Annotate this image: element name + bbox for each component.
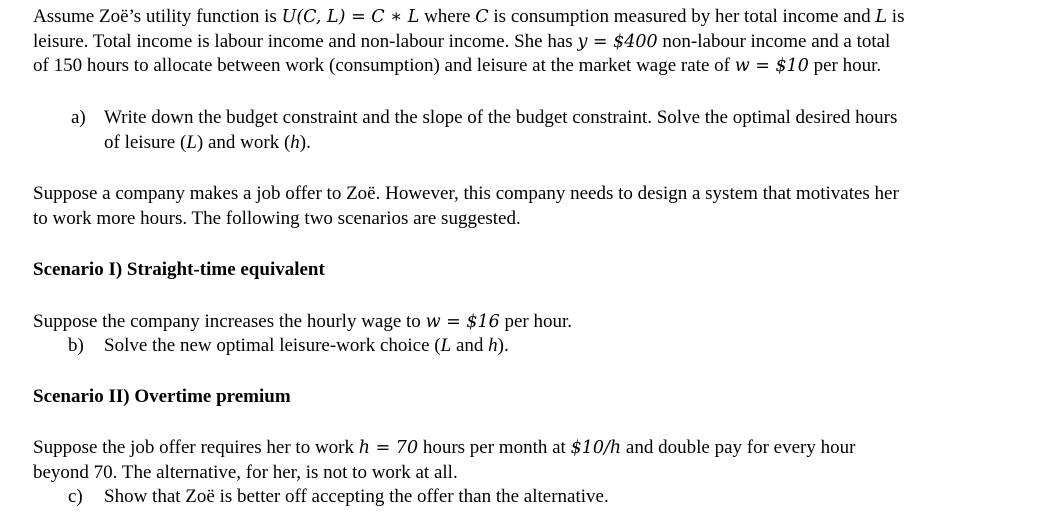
math-symbol: L	[186, 131, 197, 153]
math-symbol: h	[488, 335, 498, 356]
intro-text: is consumption measured by her total income and	[488, 6, 876, 27]
scenario-1-line-1	[33, 310, 1033, 335]
scenario-2-paragraph	[33, 436, 1033, 485]
scenario-text: per hour.	[499, 311, 573, 332]
intro-text: of 150 hours to allocate between work (consumption) and leisure at the market wage rate of	[33, 55, 735, 76]
math-symbol: C	[475, 7, 489, 27]
question-text: of leisure (	[104, 131, 187, 153]
wage-math: w = $10	[734, 56, 809, 76]
intro-paragraph	[33, 5, 1033, 79]
intro-text: leisure. Total income is labour income and non-labour income. She has	[33, 30, 578, 52]
intro-text: Assume Zoë’s utility function is	[33, 6, 282, 27]
offer-line-2: to work more hours. The following two scenarios are suggested.	[33, 207, 521, 229]
scenario-2-line-2: beyond 70. The alternative, for her, is not to work at all.	[33, 461, 458, 483]
scenario-2-heading	[33, 385, 1033, 410]
intro-line-1	[33, 5, 1033, 30]
intro-text: per hour.	[808, 55, 882, 76]
intro-text: is	[887, 6, 905, 27]
hours-math: h = 70	[358, 438, 419, 458]
question-text: and	[451, 335, 489, 356]
question-label: c)	[68, 486, 83, 507]
scenario-text: and double pay for every hour	[621, 437, 856, 458]
question-a-line-2	[104, 131, 897, 156]
question-text: ) and work (	[196, 131, 291, 153]
question-text: ).	[299, 131, 311, 153]
scenario-text: hours per month at	[418, 437, 571, 458]
question-label: a)	[71, 107, 86, 128]
heading-text: Scenario I) Straight-time equivalent	[33, 259, 325, 280]
question-c-text: Show that Zoë is better off accepting the offer than the alternative.	[104, 486, 609, 507]
scenario-text: Suppose the job offer requires her to work	[33, 437, 359, 458]
math-symbol: h	[290, 131, 300, 153]
intro-text: where	[419, 6, 476, 27]
wage-math: w = $16	[425, 312, 500, 332]
question-b-text	[104, 334, 509, 359]
offer-paragraph	[33, 182, 1033, 231]
rate-math: $10/h	[570, 438, 622, 458]
scenario-text: Suppose the company increases the hourly wage to	[33, 311, 426, 332]
intro-text: non-labour income and a total	[657, 30, 891, 52]
question-text: Solve the new optimal leisure-work choice (	[104, 335, 441, 356]
question-a-text	[104, 106, 897, 155]
nonlabour-income-math: y = $400	[577, 31, 658, 52]
scenario-1-heading	[33, 258, 1033, 283]
offer-line-1: Suppose a company makes a job offer to Zoë. However, this company needs to design a system that motivates her	[33, 183, 899, 204]
question-text: ).	[497, 335, 509, 356]
heading-text: Scenario II) Overtime premium	[33, 386, 291, 407]
question-a-line-1: Write down the budget constraint and the slope of the budget constraint. Solve the optimal desired hours	[104, 107, 898, 128]
math-symbol: L	[440, 335, 452, 356]
math-symbol: L	[875, 7, 888, 27]
intro-line-3	[33, 54, 1033, 79]
utility-function-math: U(C, L) = C ∗ L	[281, 7, 420, 27]
question-label: b)	[68, 335, 84, 356]
scenario-1-paragraph	[33, 310, 1033, 335]
intro-line-2	[33, 30, 1033, 55]
scenario-2-line-1	[33, 436, 1033, 461]
